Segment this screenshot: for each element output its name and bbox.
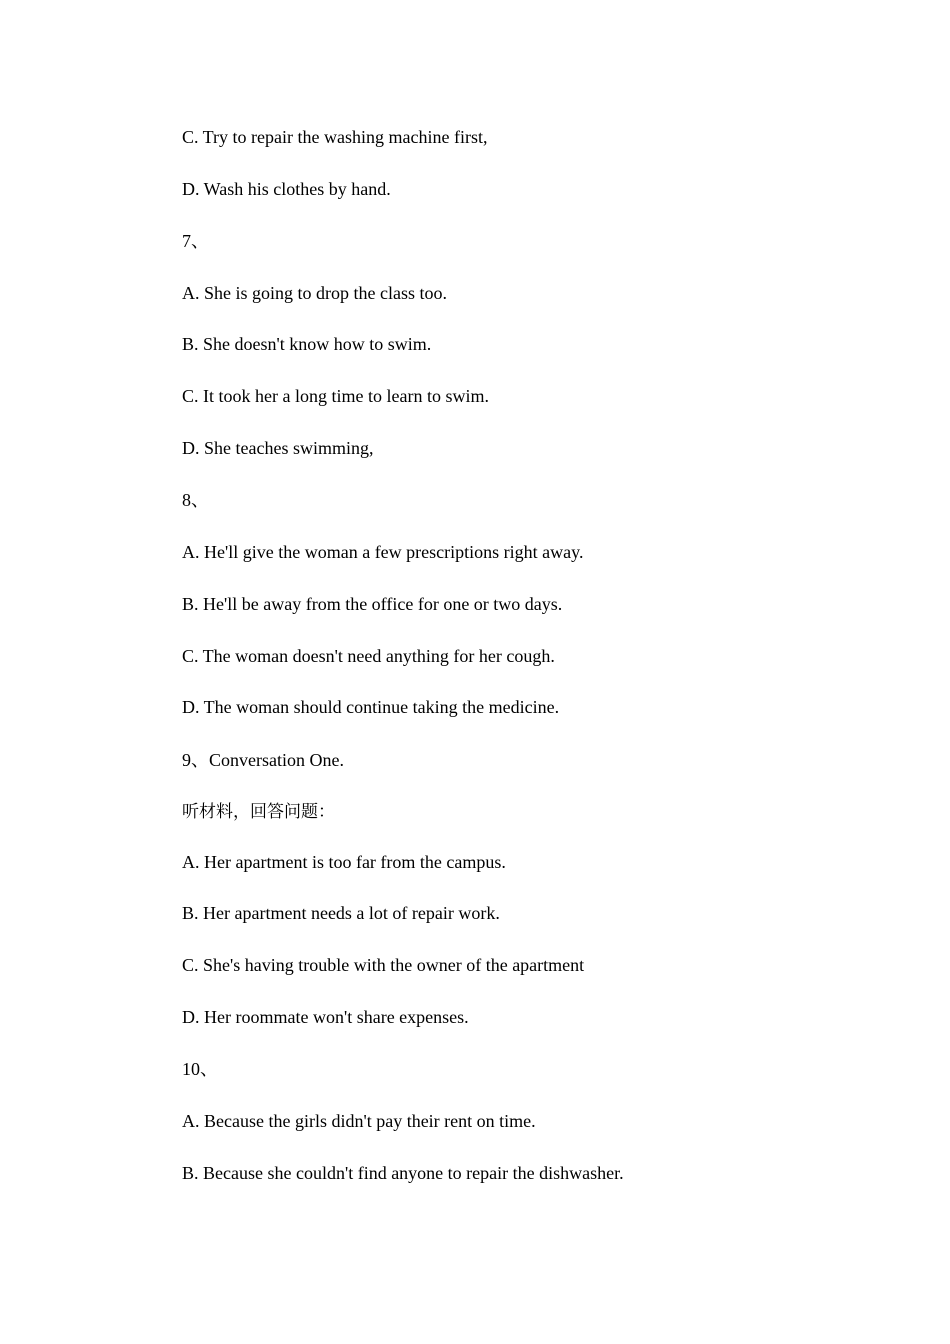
question-9-heading: 9、Conversation One. <box>182 750 344 770</box>
option-9c: C. She's having trouble with the owner of the apartment <box>182 955 585 975</box>
option-8d: D. The woman should continue taking the medicine. <box>182 697 560 717</box>
option-8b: B. He'll be away from the office for one or two days. <box>182 594 563 614</box>
question-10-number: 10、 <box>182 1059 218 1079</box>
option-9b: B. Her apartment needs a lot of repair work. <box>182 903 500 923</box>
option-7c: C. It took her a long time to learn to swim. <box>182 386 489 406</box>
option-6c: C. Try to repair the washing machine first, <box>182 127 488 147</box>
option-8a: A. He'll give the woman a few prescriptions right away. <box>182 542 584 562</box>
option-8c: C. The woman doesn't need anything for her cough. <box>182 646 555 666</box>
option-9d: D. Her roommate won't share expenses. <box>182 1007 469 1027</box>
option-9a: A. Her apartment is too far from the campus. <box>182 852 506 872</box>
option-6d: D. Wash his clothes by hand. <box>182 179 391 199</box>
option-10b: B. Because she couldn't find anyone to repair the dishwasher. <box>182 1163 624 1183</box>
question-7-number: 7、 <box>182 231 209 251</box>
option-7d: D. She teaches swimming, <box>182 438 374 458</box>
question-8-number: 8、 <box>182 490 209 510</box>
option-7b: B. She doesn't know how to swim. <box>182 334 432 354</box>
option-7a: A. She is going to drop the class too. <box>182 283 447 303</box>
option-10a: A. Because the girls didn't pay their rent on time. <box>182 1111 536 1131</box>
listening-instruction: 听材料，回答问题： <box>182 802 335 822</box>
